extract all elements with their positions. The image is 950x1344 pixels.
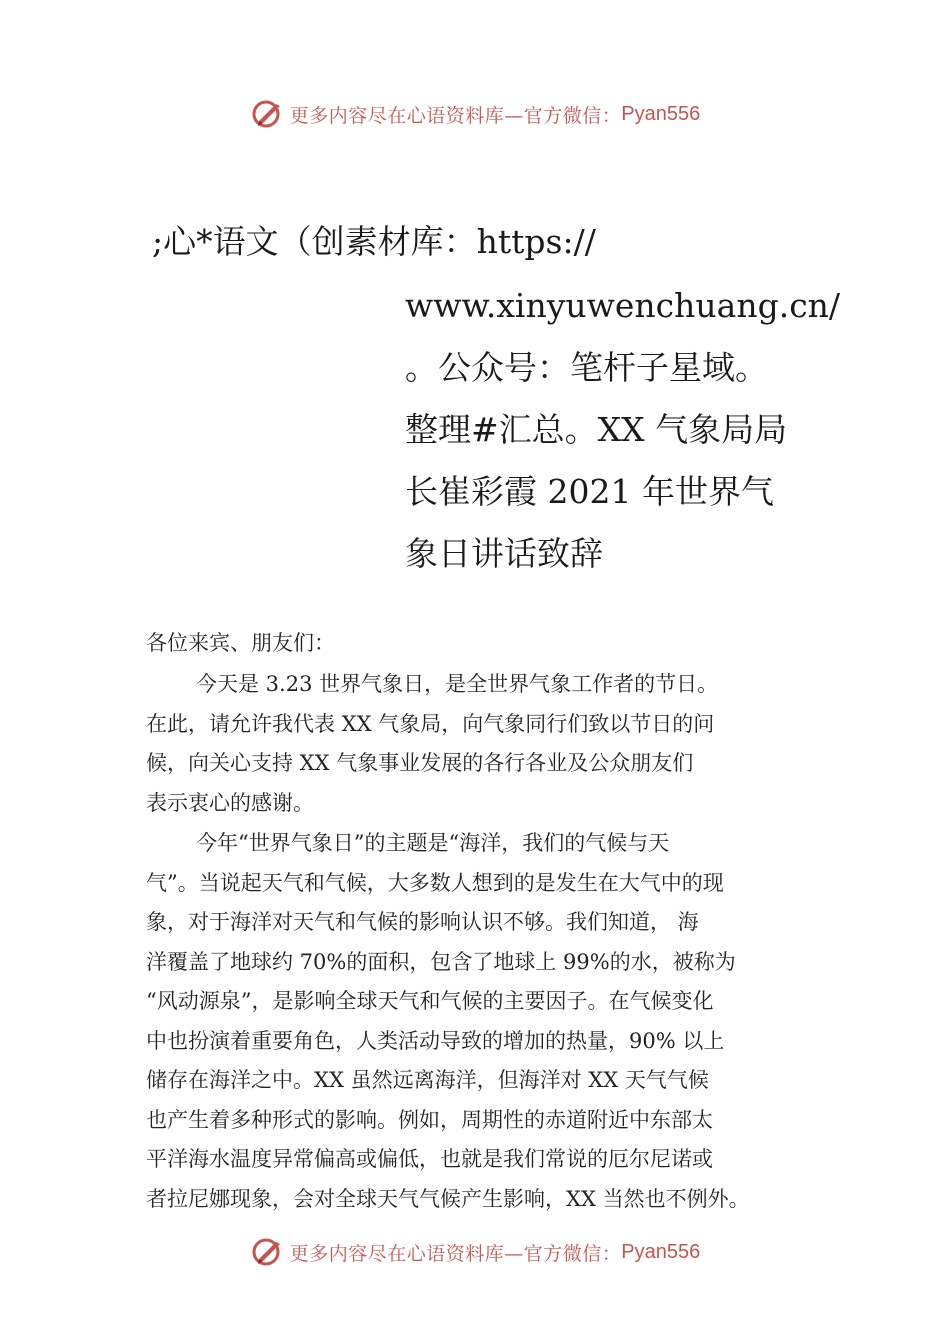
watermark-wechat-id: Pyan556 [621, 102, 701, 125]
pen-logo-icon [250, 96, 286, 132]
paragraph-line: 平洋海水温度异常偏高或偏低，也就是我们常说的厄尔尼诺或 [146, 1147, 713, 1171]
paragraph-line: 今天是 3.23 世界气象日，是全世界气象工作者的节日。 [196, 672, 719, 696]
header-watermark [0, 94, 950, 134]
pen-logo-icon [250, 1234, 286, 1270]
title-line-5: 长崔彩霞 2021 年世界气 [405, 472, 774, 511]
paragraph-line: 储存在海洋之中。XX 虽然远离海洋，但海洋对 XX 天气气候 [146, 1068, 709, 1092]
paragraph-line: 今年“世界气象日”的主题是“海洋，我们的气候与天 [196, 831, 670, 855]
paragraph-1 [146, 665, 836, 823]
paragraph-line: 象，对于海洋对天气和气候的影响认识不够。我们知道， 海 [146, 910, 699, 934]
paragraph-line: 也产生着多种形式的影响。例如，周期性的赤道附近中东部太 [146, 1107, 713, 1132]
paragraph-line: 者拉尼娜现象，会对全球天气气候产生影响，XX 当然也不例外。 [146, 1186, 750, 1211]
title-line-3: 。公众号：笔杆子星域。 [405, 348, 768, 387]
greeting: 各位来宾、朋友们： [146, 631, 335, 655]
title-line-1: ;心*语文（创素材库：https:// [152, 222, 596, 261]
title-line-2: www.xinyuwenchuang.cn/ [405, 286, 841, 325]
paragraph-line: “风动源泉”，是影响全球天气和气候的主要因子。在气候变化 [146, 989, 714, 1013]
title-line-6: 象日讲话致辞 [405, 534, 603, 573]
paragraph-line: 表示衷心的感谢。 [146, 790, 314, 815]
paragraph-line: 中也扮演着重要角色，人类活动导致的增加的热量，90% 以上 [146, 1028, 725, 1053]
paragraph-line: 在此，请允许我代表 XX 气象局，向气象同行们致以节日的问 [146, 711, 715, 736]
paragraph-line: 气”。当说起天气和气候，大多数人想到的是发生在大气中的现 [146, 870, 724, 895]
watermark-text: 更多内容尽在心语资料库—官方微信： [289, 1242, 622, 1265]
watermark-text: 更多内容尽在心语资料库—官方微信： [289, 104, 622, 127]
footer-watermark [0, 1232, 950, 1272]
title-line-4: 整理#汇总。XX 气象局局 [405, 410, 788, 449]
paragraph-2 [146, 824, 836, 1219]
paragraph-line: 候，向关心支持 XX 气象事业发展的各行各业及公众朋友们 [146, 751, 694, 775]
watermark-wechat-id: Pyan556 [621, 1240, 701, 1263]
paragraph-line: 洋覆盖了地球约 70%的面积，包含了地球上 99%的水，被称为 [146, 949, 736, 974]
